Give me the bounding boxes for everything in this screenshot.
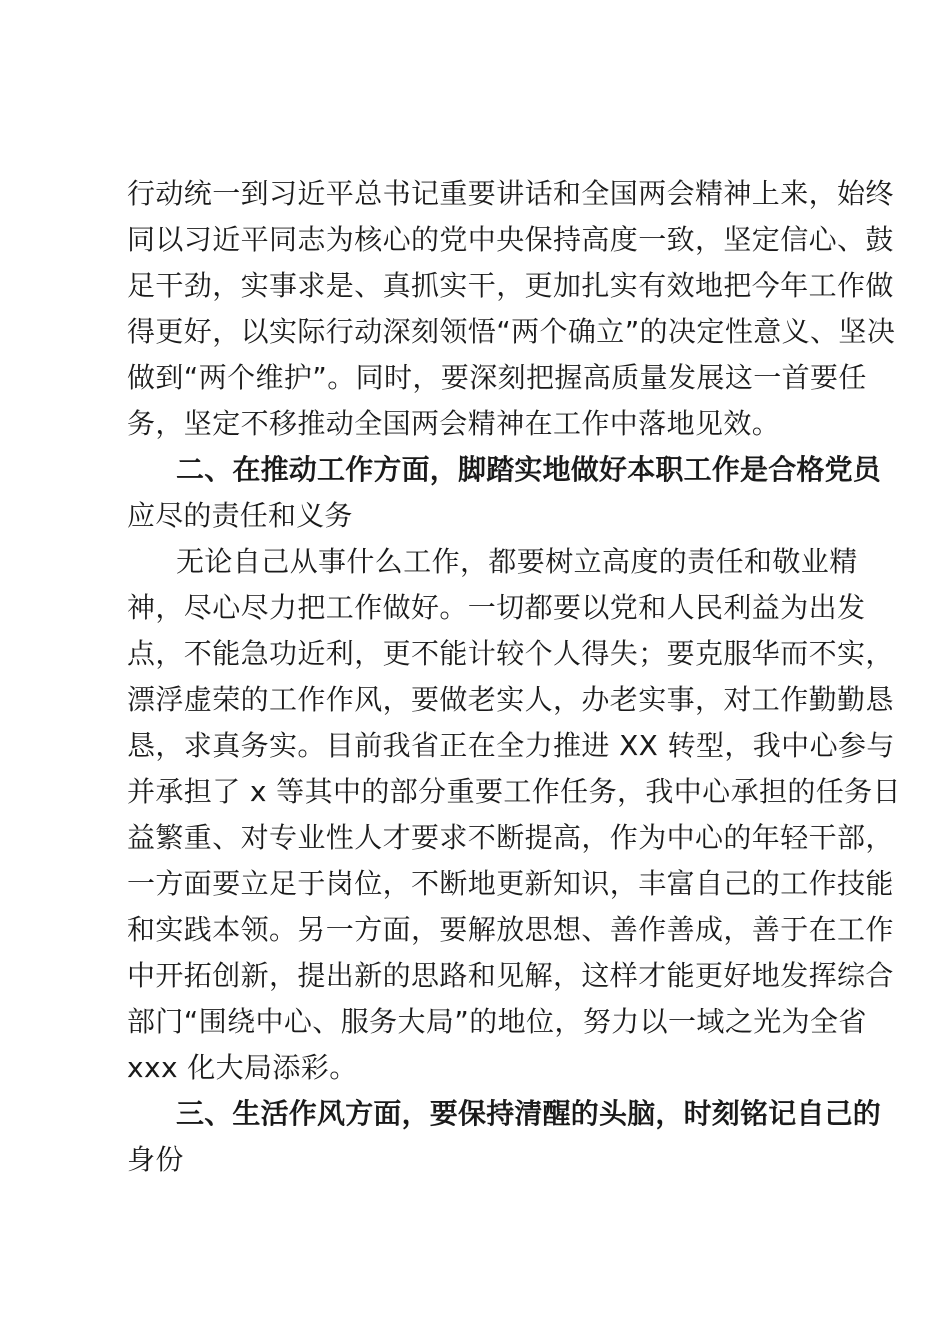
body-text-line: 中开拓创新，提出新的思路和见解，这样才能更好地发挥综合: [127, 959, 894, 992]
section-heading-line: 三、生活作风方面，要保持清醒的头脑，时刻铭记自己的: [176, 1097, 882, 1130]
body-text-line: 无论自己从事什么工作，都要树立高度的责任和敬业精: [176, 545, 858, 578]
body-text-line: 行动统一到习近平总书记重要讲话和全国两会精神上来，始终: [127, 177, 894, 210]
section-heading-line: 二、在推动工作方面，脚踏实地做好本职工作是合格党员: [176, 453, 882, 486]
body-text-line: 得更好，以实际行动深刻领悟“两个确立”的决定性意义、坚决: [127, 315, 896, 348]
body-text-line: 做到“两个维护”。同时，要深刻把握高质量发展这一首要任: [127, 361, 867, 394]
body-text-line: 和实践本领。另一方面，要解放思想、善作善成，善于在工作: [127, 913, 894, 946]
body-text-line: 部门“围绕中心、服务大局”的地位，努力以一域之光为全省: [127, 1005, 867, 1038]
body-text-line: 足干劲，实事求是、真抓实干，更加扎实有效地把今年工作做: [127, 269, 894, 302]
body-text-line: 神，尽心尽力把工作做好。一切都要以党和人民利益为出发: [127, 591, 866, 624]
body-text-line: 益繁重、对专业性人才要求不断提高，作为中心的年轻干部，: [127, 821, 894, 854]
section-heading-line: 应尽的责任和义务: [127, 499, 353, 532]
body-text-line: 恳，求真务实。目前我省正在全力推进 XX 转型，我中心参与: [127, 729, 895, 762]
body-text-line: 一方面要立足于岗位，不断地更新知识，丰富自己的工作技能: [127, 867, 894, 900]
body-text-line: 同以习近平同志为核心的党中央保持高度一致，坚定信心、鼓: [127, 223, 894, 256]
body-text-line: 并承担了 x 等其中的部分重要工作任务，我中心承担的任务日: [127, 775, 901, 808]
body-text-line: 漂浮虚荣的工作作风，要做老实人，办老实事，对工作勤勤恳: [127, 683, 894, 716]
body-text-line: xxx 化大局添彩。: [127, 1051, 358, 1084]
body-text-line: 点，不能急功近利，更不能计较个人得失；要克服华而不实，: [127, 637, 894, 670]
body-text-line: 务，坚定不移推动全国两会精神在工作中落地见效。: [127, 407, 781, 440]
section-heading-line: 身份: [127, 1143, 184, 1176]
